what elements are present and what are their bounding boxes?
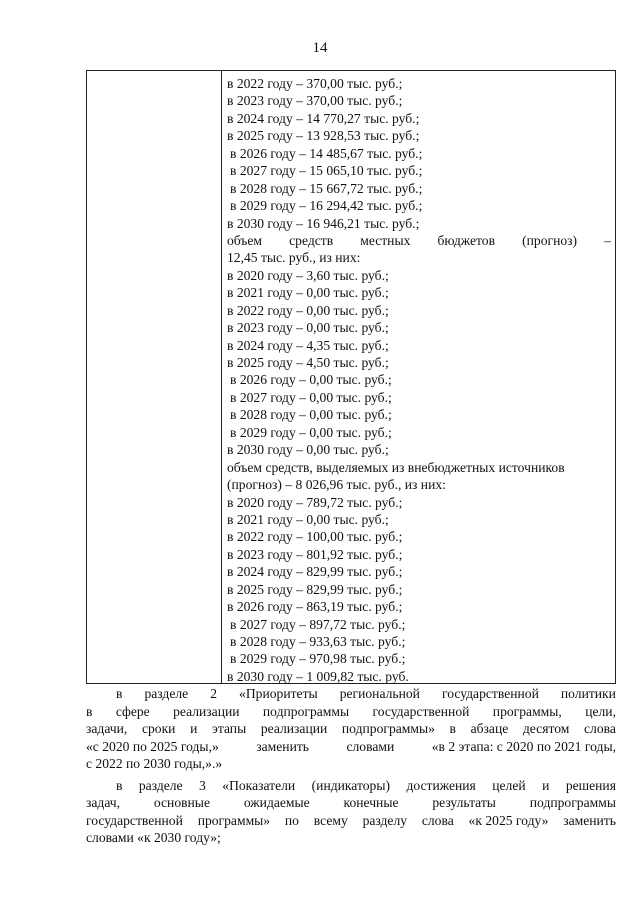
funding-line: в 2022 году – 100,00 тыс. руб.; <box>227 529 403 545</box>
amendment-paragraph <box>86 777 616 847</box>
funding-line: в 2024 году – 4,35 тыс. руб.; <box>227 337 389 353</box>
table-column-divider <box>221 71 222 683</box>
funding-line: в 2028 году – 15 667,72 тыс. руб.; <box>230 180 423 196</box>
paragraph-line: задачи, сроки и этапы реализации подпрограммы» в абзаце десятом слова <box>86 721 616 736</box>
funding-line: в 2022 году – 370,00 тыс. руб.; <box>227 76 403 91</box>
paragraph-line: в разделе 2 «Приоритеты региональной государственной политики <box>116 686 616 701</box>
funding-line: в 2029 году – 970,98 тыс. руб.; <box>230 651 406 667</box>
paragraph-line: словами «к 2030 году»; <box>86 830 221 845</box>
funding-line: в 2025 году – 4,50 тыс. руб.; <box>227 355 389 370</box>
funding-line: в 2030 году – 1 009,82 тыс. руб. <box>227 668 409 684</box>
amendment-text <box>86 685 616 851</box>
extrabudget-heading: объем средств, выделяемых из внебюджетных источников <box>227 459 565 475</box>
page-number: 14 <box>312 40 328 56</box>
funding-line: в 2027 году – 897,72 тыс. руб.; <box>230 616 406 632</box>
funding-line: в 2023 году – 801,92 тыс. руб.; <box>227 546 403 562</box>
paragraph-line: «с 2020 по 2025 годы,» заменить словами «в 2 этапа: с 2020 по 2021 годы, <box>86 738 616 754</box>
funding-line: в 2026 году – 0,00 тыс. руб.; <box>230 372 392 388</box>
funding-line: в 2021 году – 0,00 тыс. руб.; <box>227 511 389 527</box>
funding-table-cell <box>227 75 611 685</box>
funding-line: в 2027 году – 0,00 тыс. руб.; <box>230 389 392 405</box>
funding-line: в 2024 году – 14 770,27 тыс. руб.; <box>227 110 420 126</box>
funding-line: в 2029 году – 0,00 тыс. руб.; <box>230 424 392 440</box>
paragraph-line: задач, основные ожидаемые конечные результаты подпрограммы <box>86 795 616 810</box>
funding-line: в 2026 году – 14 485,67 тыс. руб.; <box>230 145 423 161</box>
funding-line: в 2024 году – 829,99 тыс. руб.; <box>227 564 403 580</box>
paragraph-line: с 2022 по 2030 годы,».» <box>86 756 223 771</box>
funding-line: в 2028 году – 0,00 тыс. руб.; <box>230 407 392 423</box>
extrabudget-total: (прогноз) – 8 026,96 тыс. руб., из них: <box>227 477 446 493</box>
amendment-paragraph <box>86 685 616 773</box>
funding-line: в 2030 году – 0,00 тыс. руб.; <box>227 442 389 458</box>
local-budget-total: 12,45 тыс. руб., из них: <box>227 250 361 266</box>
funding-line: в 2021 году – 0,00 тыс. руб.; <box>227 285 389 301</box>
local-budget-heading: объем средств местных бюджетов (прогноз) – <box>227 232 611 248</box>
funding-line: в 2020 году – 789,72 тыс. руб.; <box>227 494 403 510</box>
funding-line: в 2028 году – 933,63 тыс. руб.; <box>230 634 406 649</box>
paragraph-line: в разделе 3 «Показатели (индикаторы) достижения целей и решения <box>116 777 616 793</box>
funding-line: в 2026 году – 863,19 тыс. руб.; <box>227 599 403 615</box>
funding-line: в 2022 году – 0,00 тыс. руб.; <box>227 302 389 318</box>
funding-line: в 2020 году – 3,60 тыс. руб.; <box>227 267 389 283</box>
paragraph-line: в сфере реализации подпрограммы государственной программы, цели, <box>86 703 616 719</box>
funding-line: в 2029 году – 16 294,42 тыс. руб.; <box>230 198 423 214</box>
funding-line: в 2023 году – 0,00 тыс. руб.; <box>227 320 389 336</box>
funding-line: в 2025 году – 13 928,53 тыс. руб.; <box>227 128 420 144</box>
funding-line: в 2023 году – 370,00 тыс. руб.; <box>227 93 403 109</box>
funding-line: в 2030 году – 16 946,21 тыс. руб.; <box>227 215 420 231</box>
paragraph-line: государственной программы» по всему разделу слова «к 2025 году» заменить <box>86 812 616 828</box>
funding-line: в 2027 году – 15 065,10 тыс. руб.; <box>230 163 423 179</box>
funding-table <box>86 70 616 684</box>
funding-line: в 2025 году – 829,99 тыс. руб.; <box>227 581 403 597</box>
